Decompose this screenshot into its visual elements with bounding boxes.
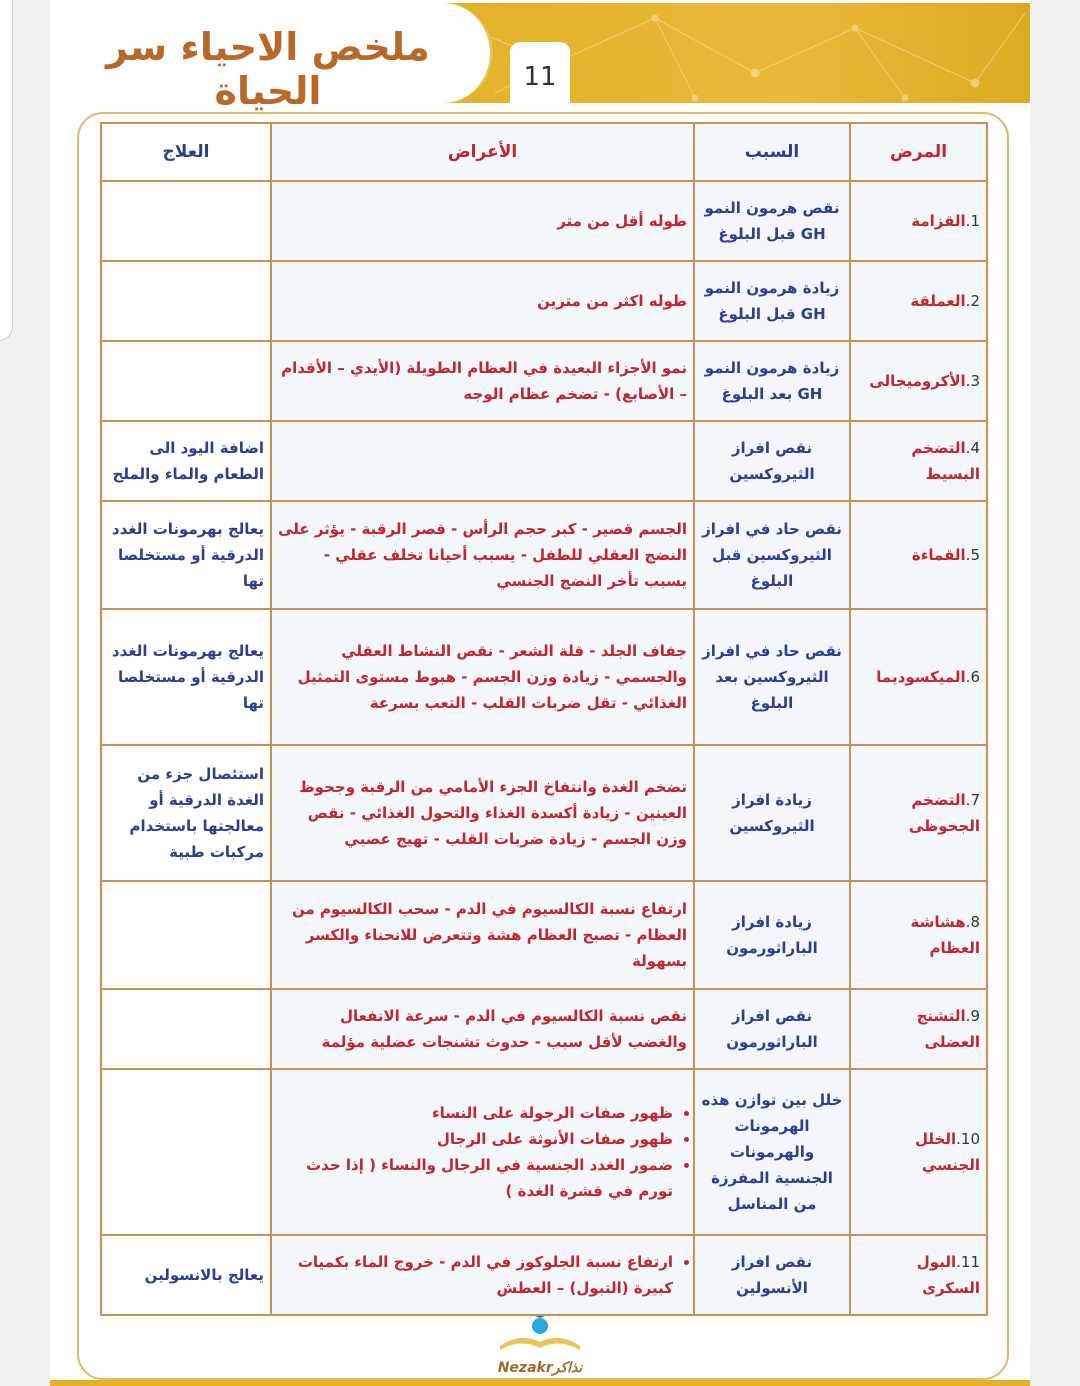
- table-row: [101, 989, 987, 1069]
- disease-cell: [850, 341, 987, 421]
- column-header-treatment: العلاج: [101, 123, 271, 181]
- symptoms-cell: [271, 421, 694, 501]
- treatment-cell: يعالج بالانسولين: [101, 1235, 271, 1315]
- disease-cell: [850, 261, 987, 341]
- treatment-cell: يعالج بهرمونات الغدد الدرقية أو مستخلصا تها: [101, 501, 271, 609]
- column-header-symptoms: الأعراض: [271, 123, 694, 181]
- table-row: [101, 421, 987, 501]
- cause-cell: نقص حاد في افراز الثيروكسين قبل البلوغ: [694, 501, 850, 609]
- cause-cell: خلل بين توازن هذه الهرمونات والهرمونات الجنسية المفرزة من المناسل: [694, 1069, 850, 1235]
- row-number: 11.: [956, 1253, 980, 1271]
- disease-name: القماءة: [911, 546, 966, 564]
- treatment-cell: [101, 881, 271, 989]
- treatment-cell: يعالج بهرمونات الغدد الدرقية أو مستخلصا تها: [101, 609, 271, 745]
- disease-cell: [850, 881, 987, 989]
- disease-name: العملقة: [910, 292, 966, 310]
- symptoms-cell: جفاف الجلد - قلة الشعر - نقص النشاط العقلي والجسمي - زيادة وزن الجسم - هبوط مستوى التمثيل الغذائي - تقل ضربات القلب - التعب بسرعة: [271, 609, 694, 745]
- page-title: ملخص الاحياء سر الحياة: [106, 25, 430, 113]
- table-row: [101, 609, 987, 745]
- table-row: [101, 1235, 987, 1315]
- cause-cell: نقص هرمون النمو GH قبل البلوغ: [694, 181, 850, 261]
- column-header-cause: السبب: [694, 123, 850, 181]
- disease-name: الأكروميجالى: [869, 372, 966, 390]
- row-number: 9.: [965, 1007, 980, 1025]
- symptoms-list: [278, 1249, 687, 1301]
- symptom-item: • ضمور الغدد الجنسية في الرجال والنساء ( إذا حدث تورم في قشرة الغدة ): [278, 1152, 673, 1204]
- cause-cell: زيادة هرمون النمو GH بعد البلوغ: [694, 341, 850, 421]
- row-number: 7.: [965, 791, 980, 809]
- treatment-cell: [101, 341, 271, 421]
- treatment-cell: [101, 1069, 271, 1235]
- disease-name: هشاشة العظام: [910, 913, 980, 957]
- disease-cell: [850, 181, 987, 261]
- diseases-table: [100, 122, 988, 1316]
- treatment-cell: اضافة اليود الى الطعام والماء والملح: [101, 421, 271, 501]
- cause-cell: زيادة افراز الباراثورمون: [694, 881, 850, 989]
- row-number: 2.: [965, 292, 980, 310]
- cause-cell: زيادة افراز الثيروكسين: [694, 745, 850, 881]
- cause-cell: زيادة هرمون النمو GH قبل البلوغ: [694, 261, 850, 341]
- watermark-logo-text: Nezakrنذاكر: [497, 1360, 583, 1376]
- title-box: [50, 3, 493, 113]
- disease-name: التضخم البسيط: [911, 439, 980, 483]
- table-row: [101, 261, 987, 341]
- page-number: 11: [510, 42, 570, 107]
- row-number: 4.: [965, 439, 980, 457]
- symptoms-cell: نمو الأجزاء البعيدة في العظام الطويلة (الأيدي – الأقدام – الأصابع) - تضخم عظام الوجه: [271, 341, 694, 421]
- disease-name: الخلل الجنسي: [915, 1130, 980, 1174]
- row-number: 5.: [965, 546, 980, 564]
- table-header-row: [101, 123, 987, 181]
- disease-cell: [850, 989, 987, 1069]
- table-row: [101, 745, 987, 881]
- symptom-item: • ظهور صفات الأنوثة على الرجال: [278, 1126, 673, 1152]
- symptoms-list: [278, 1100, 687, 1204]
- treatment-cell: [101, 181, 271, 261]
- row-number: 10.: [956, 1130, 980, 1148]
- treatment-cell: [101, 261, 271, 341]
- disease-cell: [850, 501, 987, 609]
- table-row: [101, 181, 987, 261]
- symptoms-cell: طوله أقل من متر: [271, 181, 694, 261]
- cause-cell: نقص افراز الأنسولين: [694, 1235, 850, 1315]
- symptoms-cell: نقص نسبة الكالسيوم في الدم - سرعة الانفعال والغضب لأقل سبب - حدوث تشنجات عضلية مؤلمة: [271, 989, 694, 1069]
- footer-line: [50, 1380, 1030, 1386]
- symptoms-cell: [271, 1235, 694, 1315]
- disease-name: التضخم الجحوظى: [908, 791, 980, 835]
- symptoms-cell: الجسم قصير - كبر حجم الرأس - قصر الرقبة - يؤثر على النضج العقلي للطفل - يسبب أحيانا تخلف عقلي - يسبب تأخر النضج الجنسي: [271, 501, 694, 609]
- symptoms-cell: [271, 1069, 694, 1235]
- disease-name: الميكسوديما: [876, 668, 966, 686]
- table-row: [101, 1069, 987, 1235]
- disease-cell: [850, 1069, 987, 1235]
- treatment-cell: [101, 989, 271, 1069]
- cause-cell: نقص حاد في افراز الثيروكسين بعد البلوغ: [694, 609, 850, 745]
- disease-name: التشنج العضلى: [916, 1007, 980, 1051]
- disease-cell: [850, 1235, 987, 1315]
- disease-name: البول السكرى: [916, 1253, 980, 1297]
- symptom-item: • ارتفاع نسبة الجلوكوز في الدم - خروج الماء بكميات كبيرة (التبول) – العطش: [278, 1249, 673, 1301]
- disease-name: القزامة: [911, 212, 966, 230]
- treatment-cell: استئصال جزء من الغدة الدرقية أو معالجتها باستخدام مركبات طبية: [101, 745, 271, 881]
- symptoms-cell: تضخم الغدة وانتفاخ الجزء الأمامي من الرقبة وجحوظ العينين - زيادة أكسدة الغذاء والتحول الغذائي - نقص وزن الجسم - زيادة ضربات القلب - تهيج عصبي: [271, 745, 694, 881]
- table-row: [101, 501, 987, 609]
- row-number: 6.: [965, 668, 980, 686]
- cause-cell: نقص افراز الثيروكسين: [694, 421, 850, 501]
- table-row: [101, 881, 987, 989]
- document-page: [50, 0, 1030, 1386]
- disease-cell: [850, 421, 987, 501]
- row-number: 8.: [965, 913, 980, 931]
- background-card-edge: [0, 0, 13, 341]
- cause-cell: نقص افراز الباراثورمون: [694, 989, 850, 1069]
- row-number: 3.: [965, 372, 980, 390]
- symptoms-cell: ارتفاع نسبة الكالسيوم في الدم - سحب الكالسيوم من العظام - تصبح العظام هشة وتتعرض للانحناء والكسر بسهولة: [271, 881, 694, 989]
- table-row: [101, 341, 987, 421]
- symptoms-cell: طوله اكثر من مترين: [271, 261, 694, 341]
- row-number: 1.: [965, 212, 980, 230]
- symptom-item: • ظهور صفات الرجولة على النساء: [278, 1100, 673, 1126]
- column-header-disease: المرض: [850, 123, 987, 181]
- disease-cell: [850, 745, 987, 881]
- disease-cell: [850, 609, 987, 745]
